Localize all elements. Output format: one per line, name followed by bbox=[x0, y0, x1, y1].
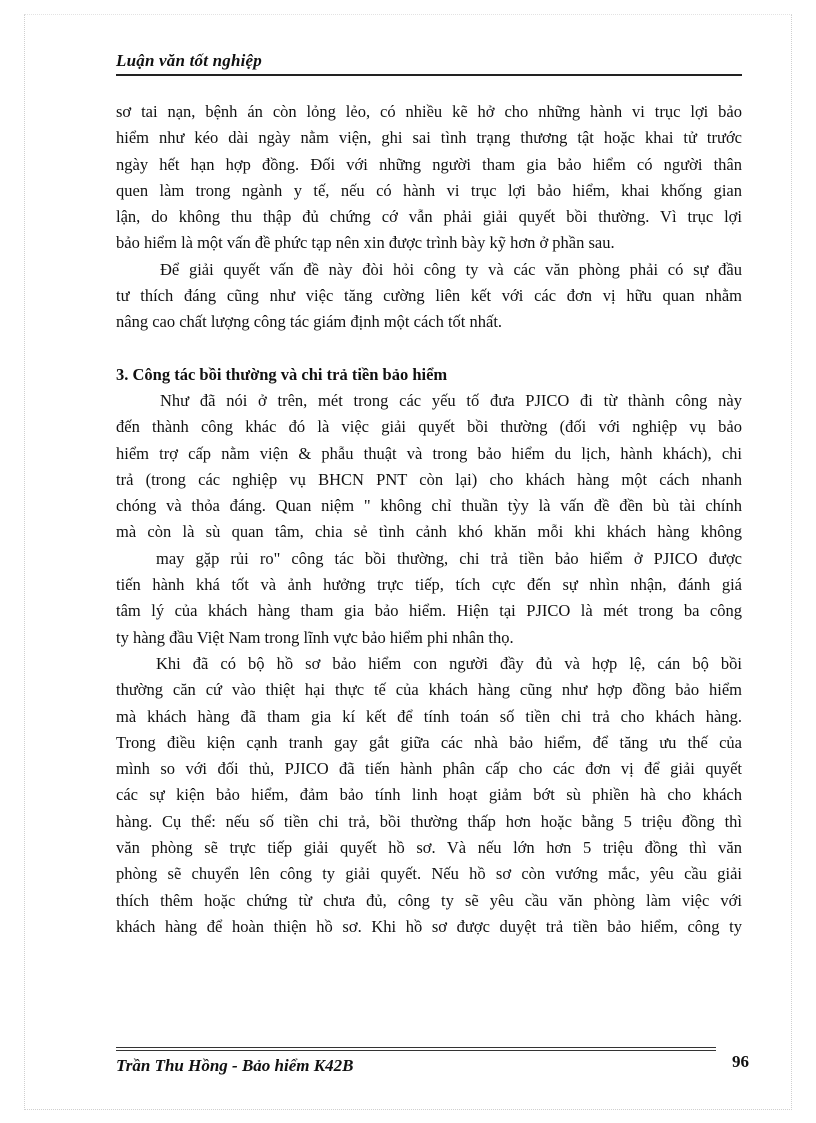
text-line: Như đã nói ở trên, mét trong các yếu tố đưa PJICO đi từ thành công này bbox=[160, 390, 742, 410]
header-title: Luận văn tốt nghiệp bbox=[116, 51, 262, 70]
text-line: văn phòng sẽ trực tiếp giải quyết hồ sơ. Và nếu lớn hơn 5 triệu đồng thì văn bbox=[116, 838, 742, 858]
text-line: ty hàng đầu Việt Nam trong lĩnh vực bảo hiểm phi nhân thọ. bbox=[116, 627, 514, 647]
text-line: tư thích đáng cũng như việc tăng cường liên kết với các đơn vị hữu quan nhằm bbox=[116, 286, 742, 306]
text-line: nâng cao chất lượng công tác giám định một cách tốt nhất. bbox=[116, 312, 503, 332]
text-line: thường căn cứ vào thiệt hại thực tế của khách hàng cũng như hợp đồng bảo hiểm bbox=[116, 680, 742, 700]
document-body bbox=[116, 99, 742, 940]
section-heading: 3. Công tác bồi thường và chi trả tiền bảo hiểm bbox=[116, 364, 448, 384]
footer-rule bbox=[116, 1047, 716, 1051]
text-line: tiến hành khá tốt và ảnh hưởng trực tiếp, tích cực đến sự nhìn nhận, đánh giá bbox=[116, 575, 742, 595]
text-line: tâm lý của khách hàng tham gia bảo hiểm. Hiện tại PJICO là mét trong ba công bbox=[116, 601, 742, 621]
text-line: Để giải quyết vấn đề này đòi hỏi công ty và các văn phòng phải có sự đầu bbox=[160, 259, 742, 279]
text-line: hàng. Cụ thể: nếu số tiền chi trả, bồi thường thấp hơn hoặc bằng 5 triệu đồng thì bbox=[116, 811, 742, 831]
text-line: sơ tai nạn, bệnh án còn lỏng lẻo, có nhiều kẽ hở cho những hành vi trục lợi bảo bbox=[116, 102, 742, 121]
paragraph-5 bbox=[116, 651, 742, 940]
text-line: ngày hết hạn hợp đồng. Đối với những người tham gia bảo hiểm có người thân bbox=[116, 154, 742, 174]
text-line: lận, do không thu thập đủ chứng cớ vẫn phải giải quyết bồi thường. Vì trục lợi bbox=[116, 207, 742, 227]
text-line: các sự kiện bảo hiểm, đảm bảo tính linh hoạt giảm bớt sù phiền hà cho khách bbox=[116, 785, 742, 805]
spacer bbox=[116, 336, 742, 362]
text-line: chóng và thỏa đáng. Quan niệm " không chỉ thuần tỳy là vấn đề đền bù tài chính bbox=[116, 496, 742, 516]
page-header bbox=[116, 48, 742, 76]
paragraph-3 bbox=[116, 388, 742, 546]
text-line: Khi đã có bộ hồ sơ bảo hiểm con người đầy đủ và hợp lệ, cán bộ bồi bbox=[156, 653, 742, 673]
text-line: hiểm trợ cấp nằm viện & phẫu thuật và trong bảo hiểm du lịch, hành khách), chi bbox=[116, 443, 742, 463]
text-line: mình so với đối thủ, PJICO đã tiến hành phân cấp cho các đơn vị để giải quyết bbox=[116, 759, 742, 779]
footer-author: Trần Thu Hồng - Bảo hiểm K42B bbox=[116, 1056, 354, 1075]
text-line: mà còn là sù quan tâm, chia sẻ tình cảnh khó khăn mỗi khi khách hàng không bbox=[116, 522, 742, 542]
text-line: bảo hiểm là một vấn đề phức tạp nên xin được trình bày kỹ hơn ở phần sau. bbox=[116, 233, 615, 253]
text-line: hiểm như kéo dài ngày nằm viện, ghi sai tình trạng thương tật hoặc khai tử trước bbox=[116, 128, 742, 148]
text-line: trả (trong các nghiệp vụ BHCN PNT còn lại) cho khách hàng một cách nhanh bbox=[116, 469, 742, 489]
text-line: may gặp rủi ro" công tác bồi thường, chi trả tiền bảo hiểm ở PJICO được bbox=[156, 548, 742, 568]
paragraph-4 bbox=[116, 546, 742, 651]
text-line: phòng sẽ chuyển lên công ty giải quyết. Nếu hồ sơ còn vướng mắc, yêu cầu giải bbox=[116, 864, 742, 884]
text-line: thích thêm hoặc chứng từ chưa đủ, công ty sẽ yêu cầu văn phòng làm việc với bbox=[116, 890, 742, 910]
paragraph-2 bbox=[116, 257, 742, 336]
text-line: khách hàng để hoàn thiện hồ sơ. Khi hồ sơ được duyệt trả tiền bảo hiểm, công ty bbox=[116, 916, 742, 936]
text-line: Trong điều kiện cạnh tranh gay gắt giữa các nhà bảo hiểm, để tăng ưu thế của bbox=[116, 732, 742, 752]
text-line: quen làm trong ngành y tế, nếu có hành vi trục lợi bảo hiểm, khai khống gian bbox=[116, 180, 742, 200]
text-line: mà khách hàng đã tham gia kí kết để tính toán số tiền chi trả cho khách hàng. bbox=[116, 706, 742, 726]
text-line: đến thành công khác đó là việc giải quyết bồi thường (đối với nghiệp vụ bảo bbox=[116, 417, 742, 437]
paragraph-1 bbox=[116, 99, 742, 257]
page-number: 96 bbox=[732, 1052, 749, 1071]
